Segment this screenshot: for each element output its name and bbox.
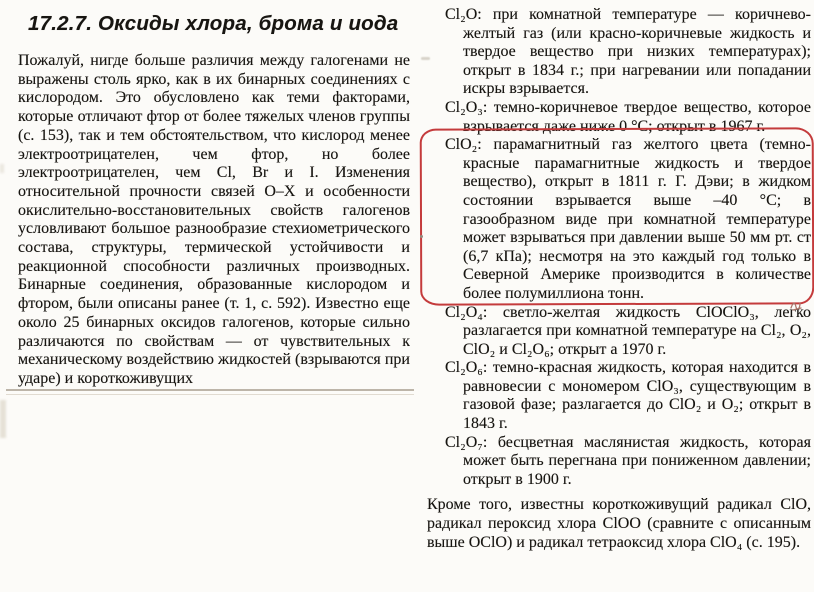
oxide-entry-cl2o [427,6,811,99]
oxide-formula: Cl₂O₄: [445,303,488,321]
oxide-list [427,6,811,552]
scan-edge-line [6,389,414,395]
scan-smudge [0,164,4,173]
section-heading: 17.2.7. Оксиды хлора, брома и иода [28,12,399,35]
oxide-entry-cl2o7 [427,434,811,490]
oxide-entry-cl2o3 [427,99,811,136]
red-pen-mark-icon [808,298,814,312]
oxide-formula: Cl₂O: [445,6,482,23]
oxide-entry-clo2 [427,136,811,303]
oxide-formula: Cl₂O₃: [445,98,488,116]
oxide-entry-cl2o4 [427,304,811,360]
scan-speck [421,57,430,60]
oxide-description: светло-желтая жидкость ClOClO₃, легко разлагается при комнатной температуре на Cl₂, O₂, ClO₂ и Cl₂O₆; открыт а 1970 г. [463,303,812,358]
left-column [18,12,410,393]
oxide-description: при комнатной температуре — коричнево-желтый газ (или красно-коричневые жидкость и твердое вещество при низких температурах); открыт в 1834 г.; при нагревании или попадании искры взрывается. [463,6,812,98]
scan-smudge [0,400,6,438]
scan-speck [420,235,423,238]
oxide-description: парамагнитный газ желтого цвета (темно-красные парамагнитные жидкость и твердое вещество), открыт в 1811 г. Г. Дэви; в жидком состоянии взрывается выше –40 °C; в газообразном виде при комнатной температуре может взрываться при давлении выше 50 мм рт. ст (6,7 кПа); несмотря на это каждый год только в Северной Америке производится в количестве более полумиллиона тонн. [463,136,811,302]
oxide-entry-cl2o6 [427,359,811,433]
oxide-formula: Cl₂O₇: [445,433,488,451]
oxide-description: темно-красная жидкость, которая находится в равновесии с мономером ClO₃, существующим в газовой фазе; разлагается до ClO₂ и O₂; открыт в 1843 г. [463,359,812,433]
oxide-formula: ClO₂: [445,136,482,154]
intro-paragraph: Пожалуй, нигде больше различия между галогенами не выражены столь ярко, как в их бинарных соединениях с кислородом. Это обусловлено как теми факторами, которые отличают фтор от более тяжелых членов группы (с. 153), так и тем обстоятельством, что кислород менее электроотрицателен, чем фтор, но более электроотрицателен, чем Cl, Br и I. Изменения относительной прочности связей O–X и особенности окислительно-восстановительных свойств галогенов условливают большое разнообразие стехиометрического состава, структуры, термической устойчивости и реакционной способности различных производных. Бинарные соединения, образованные кислородом и фтором, были описаны ранее (т. 1, с. 592). Известно еще около 25 бинарных оксидов галогенов, которые сильно различаются по свойствам — от чувствительных к механическому воздействию жидкостей (взрываются при ударе) и короткоживущих [18,52,410,387]
oxide-description: бесцветная маслянистая жидкость, которая может быть перегнана при пониженном давлении; открыт в 1900 г. [463,433,812,488]
oxide-formula: Cl₂O₆: [445,359,488,377]
closing-paragraph: Кроме того, известны короткоживущий радикал ClO, радикал пероксид хлора ClOO (сравните с описанным выше OClO) и радикал тетраоксид хлора ClO₄ (с. 195). [427,496,811,551]
oxide-description: темно-коричневое твердое вещество, которое взрывается даже ниже 0 °C; открыт в 1967 г. [463,98,811,135]
